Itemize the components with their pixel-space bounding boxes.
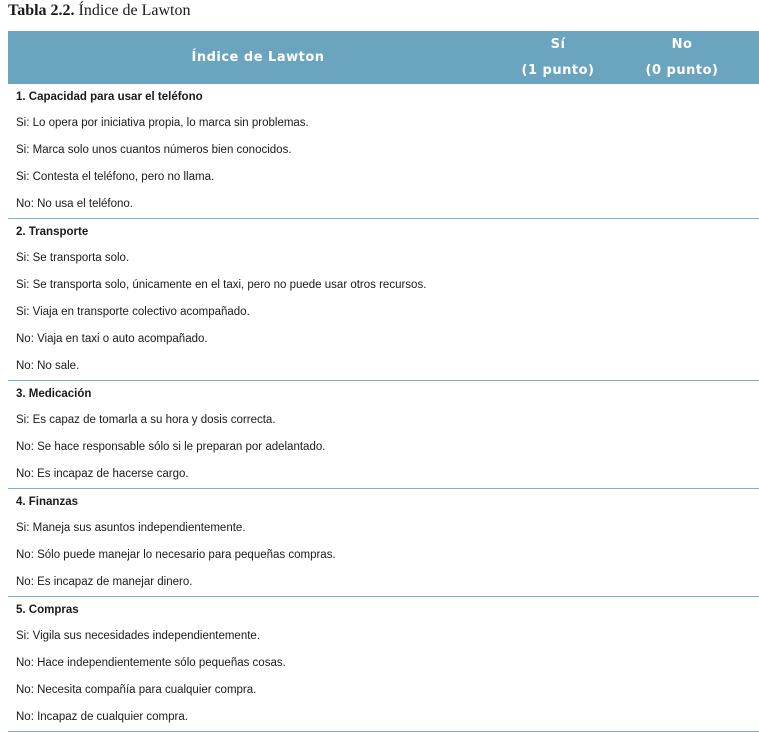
header-si-points: (1 punto) xyxy=(521,63,595,78)
header-no-label: No xyxy=(671,37,693,52)
table-row: Si: Viaja en transporte colectivo acompañado. xyxy=(16,306,250,318)
header-no-points: (0 punto) xyxy=(645,63,719,78)
section-2 xyxy=(8,219,759,381)
section-title: 4. Finanzas xyxy=(16,496,78,508)
table-row: No: Se hace responsable sólo si le preparan por adelantado. xyxy=(16,441,326,453)
table-row: No: Incapaz de cualquier compra. xyxy=(16,711,188,723)
table-row: No: Sólo puede manejar lo necesario para pequeñas compras. xyxy=(16,549,336,561)
header-si xyxy=(508,31,608,84)
header-si-label: Sí xyxy=(550,37,566,52)
header-main: Índice de Lawton xyxy=(191,50,325,65)
table-row: Si: Se transporta solo. xyxy=(16,252,130,264)
section-3 xyxy=(8,381,759,489)
section-title: 3. Medicación xyxy=(16,388,92,400)
table-caption xyxy=(8,0,191,22)
header-no xyxy=(628,31,736,84)
lawton-table xyxy=(8,31,759,732)
section-title: 1. Capacidad para usar el teléfono xyxy=(16,91,203,103)
table-row: Si: Contesta el teléfono, pero no llama. xyxy=(16,171,215,183)
table-row: Si: Lo opera por iniciativa propia, lo marca sin problemas. xyxy=(16,117,309,129)
table-header xyxy=(8,31,759,84)
table-row: No: Es incapaz de manejar dinero. xyxy=(16,576,193,588)
section-1 xyxy=(8,84,759,219)
table-row: No: Hace independientemente sólo pequeñas cosas. xyxy=(16,657,286,669)
section-title: 2. Transporte xyxy=(16,226,89,238)
caption-label: Tabla 2.2. xyxy=(8,2,75,19)
table-row: Si: Marca solo unos cuantos números bien conocidos. xyxy=(16,144,292,156)
caption-title: Índice de Lawton xyxy=(74,2,191,19)
section-4 xyxy=(8,489,759,597)
section-5 xyxy=(8,597,759,732)
table-row: No: Necesita compañía para cualquier compra. xyxy=(16,684,257,696)
table-row: No: Es incapaz de hacerse cargo. xyxy=(16,468,189,480)
table-row: No: No usa el teléfono. xyxy=(16,198,133,210)
table-row: Si: Se transporta solo, únicamente en el taxi, pero no puede usar otros recursos. xyxy=(16,279,427,291)
section-title: 5. Compras xyxy=(16,604,79,616)
table-body xyxy=(8,84,759,732)
table-row: No: Viaja en taxi o auto acompañado. xyxy=(16,333,208,345)
table-row: Si: Vigila sus necesidades independientemente. xyxy=(16,630,261,642)
table-row: No: No sale. xyxy=(16,360,80,372)
table-row: Si: Maneja sus asuntos independientemente. xyxy=(16,522,246,534)
table-row: Si: Es capaz de tomarla a su hora y dosis correcta. xyxy=(16,414,276,426)
